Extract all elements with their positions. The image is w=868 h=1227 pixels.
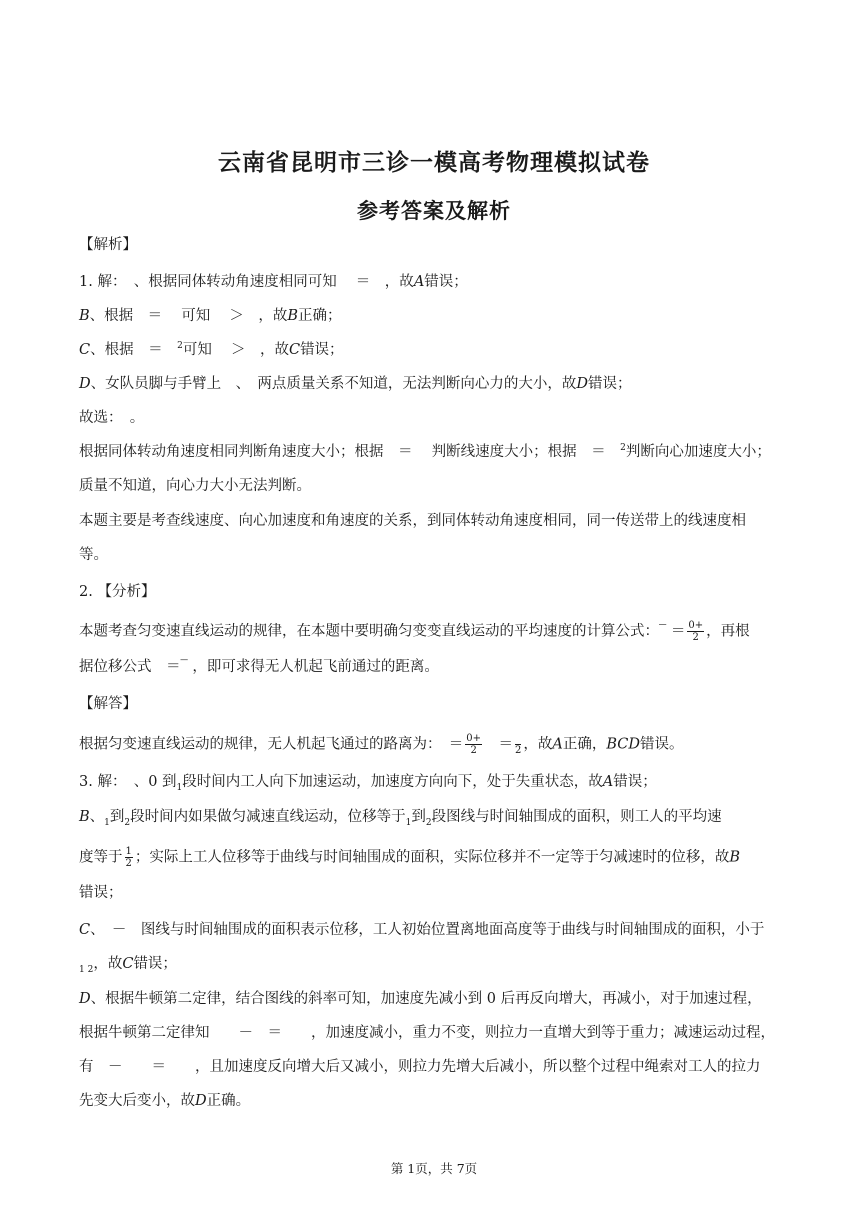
fraction: 2 <box>515 733 521 756</box>
section-label-answer: 【解答】 <box>79 696 137 712</box>
text-line: 错误； <box>79 885 123 901</box>
page-subtitle: 参考答案及解析 <box>357 199 511 223</box>
text-line: C、根据 ＝ $^2$可知 ＞ ，故C错误； <box>79 341 344 358</box>
page-title: 云南省昆明市三诊一模高考物理模拟试卷 <box>218 150 650 176</box>
text-line: 根据匀变速直线运动的规律，无人机起飞通过的路离为： ＝ $\frac{0+}{2}$ ＝ 2 ，故A正确，BCD错误。 <box>79 733 684 756</box>
text-line: 根据同体转动角速度相同判断角速度大小；根据 ＝ 判断线速度大小；根据 ＝ $^2$判断向心加速度大小； <box>79 443 771 460</box>
section-label-q2: 2. 【分析】 <box>79 584 156 600</box>
text-line: 故选： 。 <box>79 410 145 426</box>
text-line: 根据牛顿第二定律知 － ＝ ，加速度减小，重力不变，则拉力一直增大到等于重力；减速运动过程， <box>79 1025 775 1041</box>
text-line: C、 － 图线与时间轴围成的面积表示位移，工人初始位置离地面高度等于曲线与时间轴围成的面积，小于 <box>79 922 765 938</box>
text-line: $_{1 2}$，故C错误； <box>79 956 177 975</box>
text-line: 质量不知道，向心力大小无法判断。 <box>79 478 311 494</box>
text-line: 等。 <box>79 547 108 563</box>
text-line: B、$_1$到$_2$段时间内如果做匀减速直线运动，位移等于$_1$到$_2$段图线与时间轴围成的面积，则工人的平均速 <box>79 809 722 828</box>
fraction: $\frac{0+}{2}$ <box>466 733 481 756</box>
text-line: 本题考查匀变速直线运动的规律，在本题中要明确匀变变直线运动的平均速度的计算公式：‾ ＝ $\frac{0+}{2}$ ，再根 <box>79 620 750 643</box>
fraction: $\frac{0+}{2}$ <box>688 620 704 643</box>
text-line: 有 － ＝ ，且加速度反向增大后又减小，则拉力先增大后减小，所以整个过程中绳索对工人的拉力 <box>79 1059 761 1075</box>
text-line: 先变大后变小，故D正确。 <box>79 1093 251 1109</box>
text-line: D、女队员脚与手臂上 、 两点质量关系不知道，无法判断向心力的大小，故D错误； <box>79 376 632 392</box>
fraction: $\frac{1}{2}$ <box>125 846 132 869</box>
page-footer: 第 1页，共 7页 <box>390 1161 478 1176</box>
text-line: D、根据牛顿第二定律，结合图线的斜率可知，加速度先减小到 0 后再反向增大，再减小，对于加速过程， <box>79 991 762 1007</box>
text-line: 度等于 $\frac{1}{2}$ ；实际上工人位移等于曲线与时间轴围成的面积，实际位移并不一定等于匀减速时的位移，故B <box>79 846 741 869</box>
text-line: 3. 解： 、0 到$_1$段时间内工人向下加速运动，加速度方向向下，处于失重状态，故A错误； <box>79 774 657 793</box>
text-line: 据位移公式 ＝‾ ，即可求得无人机起飞前通过的距离。 <box>79 659 439 675</box>
text-line: 本题主要是考查线速度、向心加速度和角速度的关系，到同体转动角速度相同，同一传送带上的线速度相 <box>79 513 746 529</box>
text-line: B、根据 ＝ 可知 ＞ ，故B正确； <box>79 308 342 324</box>
section-label-analysis: 【解析】 <box>79 237 137 253</box>
text-line: 1. 解： 、根据同体转动角速度相同可知 ＝ ，故A错误； <box>79 274 468 290</box>
